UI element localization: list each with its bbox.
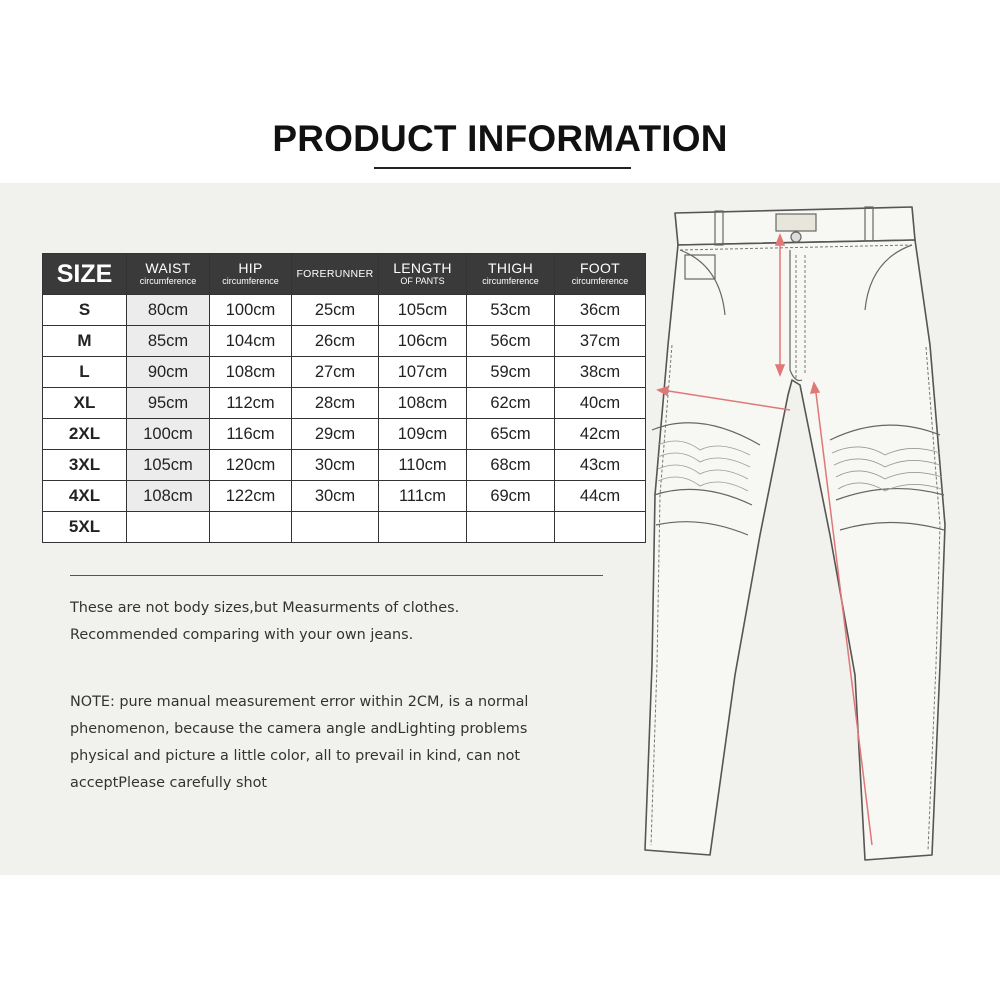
size-cell: 2XL <box>43 419 127 450</box>
measurement-cell: 36cm <box>555 295 646 326</box>
measurement-cell <box>467 512 555 543</box>
size-cell: 5XL <box>43 512 127 543</box>
measurement-cell: 100cm <box>210 295 292 326</box>
disclaimer-note-line: phenomenon, because the camera angle andLighting problems <box>70 721 528 737</box>
size-chart-table <box>42 253 646 543</box>
measurement-cell: 106cm <box>379 326 467 357</box>
column-header <box>467 254 555 295</box>
measurement-cell: 65cm <box>467 419 555 450</box>
disclaimer-note <box>70 689 590 797</box>
disclaimer-note-line: physical and picture a little color, all to prevail in kind, can not <box>70 748 521 764</box>
measurement-cell: 95cm <box>127 388 210 419</box>
column-header <box>292 254 379 295</box>
size-cell: 4XL <box>43 481 127 512</box>
measurement-cell: 59cm <box>467 357 555 388</box>
measurement-cell: 56cm <box>467 326 555 357</box>
measurement-cell: 42cm <box>555 419 646 450</box>
table-row <box>43 419 646 450</box>
measurement-note <box>70 595 590 649</box>
section-divider <box>70 575 603 576</box>
measurement-cell <box>555 512 646 543</box>
size-cell: S <box>43 295 127 326</box>
column-header-sublabel: circumference <box>222 276 279 286</box>
table-row <box>43 295 646 326</box>
column-header <box>379 254 467 295</box>
title-underline <box>374 167 631 169</box>
column-header-label: HIP <box>238 260 263 276</box>
measurement-cell: 108cm <box>127 481 210 512</box>
measurement-cell: 37cm <box>555 326 646 357</box>
table-row <box>43 326 646 357</box>
measurement-cell: 30cm <box>292 481 379 512</box>
size-cell: M <box>43 326 127 357</box>
measurement-cell: 80cm <box>127 295 210 326</box>
measurement-cell: 105cm <box>127 450 210 481</box>
measurement-cell: 62cm <box>467 388 555 419</box>
column-header-label: FOOT <box>579 260 621 276</box>
measurement-cell: 43cm <box>555 450 646 481</box>
measurement-note-line: These are not body sizes,but Measurments of clothes. <box>70 600 460 616</box>
column-header-label: LENGTH <box>393 260 452 276</box>
size-chart-header <box>43 254 646 295</box>
table-row <box>43 388 646 419</box>
column-header <box>127 254 210 295</box>
measurement-note-line: Recommended comparing with your own jeans. <box>70 627 414 643</box>
measurement-cell <box>379 512 467 543</box>
column-header-label: FORERUNNER <box>296 267 374 280</box>
table-row <box>43 357 646 388</box>
column-header-sublabel: circumference <box>482 276 539 286</box>
header-row <box>43 254 646 295</box>
column-header <box>555 254 646 295</box>
measurement-cell <box>127 512 210 543</box>
measurement-cell: 108cm <box>379 388 467 419</box>
measurement-cell: 90cm <box>127 357 210 388</box>
disclaimer-note-line: NOTE: pure manual measurement error within 2CM, is a normal <box>70 694 529 710</box>
measurement-cell: 68cm <box>467 450 555 481</box>
column-header-sublabel: circumference <box>571 276 629 286</box>
measurement-cell: 85cm <box>127 326 210 357</box>
measurement-cell: 105cm <box>379 295 467 326</box>
measurement-cell: 30cm <box>292 450 379 481</box>
measurement-cell: 112cm <box>210 388 292 419</box>
measurement-cell: 120cm <box>210 450 292 481</box>
measurement-cell: 104cm <box>210 326 292 357</box>
page-title: PRODUCT INFORMATION <box>272 118 728 159</box>
measurement-cell: 69cm <box>467 481 555 512</box>
measurement-cell: 108cm <box>210 357 292 388</box>
measurement-cell <box>210 512 292 543</box>
size-cell: L <box>43 357 127 388</box>
size-cell: 3XL <box>43 450 127 481</box>
column-header-label: THIGH <box>487 260 534 276</box>
column-header <box>210 254 292 295</box>
measurement-cell: 44cm <box>555 481 646 512</box>
measurement-cell: 27cm <box>292 357 379 388</box>
measurement-cell: 116cm <box>210 419 292 450</box>
measurement-cell <box>292 512 379 543</box>
table-row <box>43 481 646 512</box>
jeans-line-drawing-icon <box>640 195 980 875</box>
measurement-cell: 111cm <box>379 481 467 512</box>
table-row <box>43 512 646 543</box>
measurement-cell: 40cm <box>555 388 646 419</box>
table-row <box>43 450 646 481</box>
column-header-label: WAIST <box>145 260 191 276</box>
column-header-sublabel: circumference <box>139 276 197 286</box>
measurement-cell: 107cm <box>379 357 467 388</box>
measurement-cell: 110cm <box>379 450 467 481</box>
size-cell: XL <box>43 388 127 419</box>
measurement-cell: 109cm <box>379 419 467 450</box>
measurement-cell: 38cm <box>555 357 646 388</box>
measurement-cell: 53cm <box>467 295 555 326</box>
measurement-cell: 100cm <box>127 419 210 450</box>
column-header-sublabel: OF PANTS <box>400 276 445 286</box>
measurement-cell: 25cm <box>292 295 379 326</box>
measurement-cell: 122cm <box>210 481 292 512</box>
measurement-cell: 29cm <box>292 419 379 450</box>
measurement-cell: 26cm <box>292 326 379 357</box>
disclaimer-note-line: acceptPlease carefully shot <box>70 775 268 791</box>
measurement-cell: 28cm <box>292 388 379 419</box>
size-chart-body <box>43 295 646 543</box>
column-header: SIZE <box>43 254 127 295</box>
